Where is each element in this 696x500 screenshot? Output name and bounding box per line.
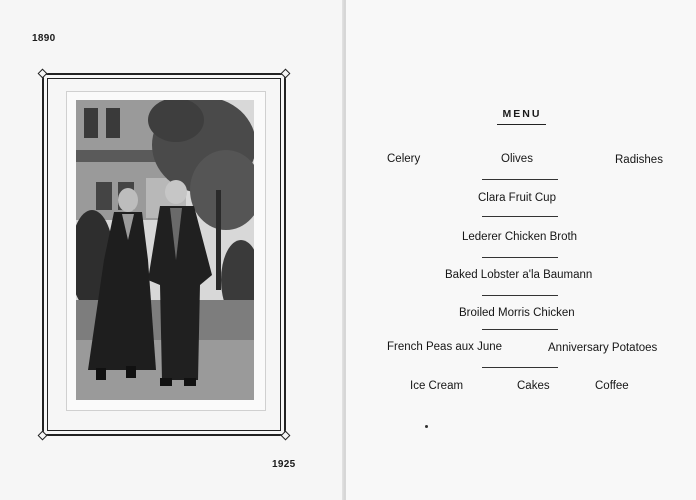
frame-corner-ornament — [38, 69, 48, 79]
menu-item-coffee: Coffee — [595, 380, 629, 392]
menu-item-celery: Celery — [387, 153, 421, 165]
menu-item-ice-cream: Ice Cream — [410, 380, 464, 392]
course-divider — [482, 216, 558, 217]
menu-item-radishes: Radishes — [615, 154, 663, 166]
menu-heading-underline — [497, 124, 546, 125]
course-divider — [482, 257, 558, 258]
menu-item-cakes: Cakes — [517, 380, 550, 392]
photograph-image — [76, 100, 254, 400]
left-page — [0, 0, 344, 500]
course-divider — [482, 179, 558, 180]
course-divider — [482, 367, 558, 368]
menu-item-chicken-broth: Lederer Chicken Broth — [462, 231, 578, 243]
year-end: 1925 — [272, 459, 296, 470]
menu-heading: MENU — [502, 108, 542, 120]
year-start: 1890 — [32, 33, 56, 44]
menu-item-broiled-chicken: Broiled Morris Chicken — [459, 307, 575, 319]
couple-photograph — [76, 100, 254, 400]
menu-item-fruit-cup: Clara Fruit Cup — [478, 192, 556, 204]
menu-item-french-peas: French Peas aux June — [387, 341, 503, 353]
menu-item-anniversary-potatoes: Anniversary Potatoes — [548, 342, 658, 354]
frame-corner-ornament — [38, 431, 48, 441]
course-divider — [482, 329, 558, 330]
menu-page — [346, 0, 696, 500]
menu-item-baked-lobster: Baked Lobster a'la Baumann — [445, 269, 593, 281]
frame-corner-ornament — [281, 431, 291, 441]
menu-item-olives: Olives — [501, 153, 533, 165]
frame-corner-ornament — [281, 69, 291, 79]
course-divider — [482, 295, 558, 296]
paper-speck — [425, 425, 428, 428]
